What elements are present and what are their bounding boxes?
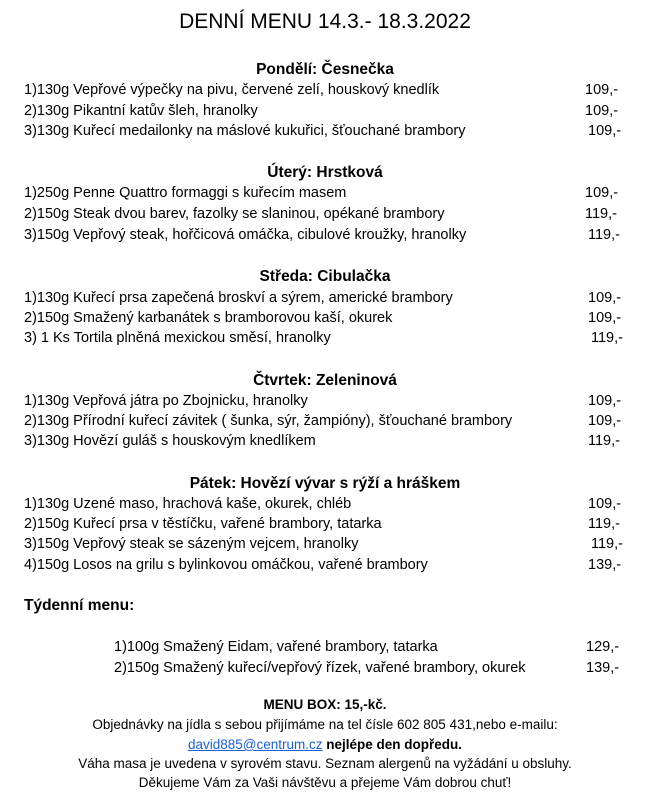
day-heading-thursday: Čtvrtek: Zeleninová bbox=[253, 372, 397, 389]
menu-item: 3)150g Vepřový steak se sázeným vejcem, hranolky bbox=[24, 536, 359, 552]
menu-item: 3) 1 Ks Tortila plněná mexickou směsí, hranolky bbox=[24, 330, 331, 346]
menu-item: 4)150g Losos na grilu s bylinkovou omáčkou, vařené brambory bbox=[24, 557, 428, 573]
menu-item: 2)150g Kuřecí prsa v těstíčku, vařené brambory, tatarka bbox=[24, 516, 382, 532]
menu-item: 1)130g Kuřecí prsa zapečená broskví a sýrem, americké brambory bbox=[24, 290, 453, 306]
weekly-menu-item: 2)150g Smažený kuřecí/vepřový řízek, vařené brambory, okurek bbox=[114, 660, 526, 676]
menu-item-price: 109,- bbox=[585, 103, 619, 119]
menu-item: 3)150g Vepřový steak, hořčicová omáčka, cibulové kroužky, hranolky bbox=[24, 227, 467, 243]
day-heading-friday: Pátek: Hovězí vývar s rýží a hráškem bbox=[189, 475, 461, 492]
email-link[interactable]: david885@centrum.cz bbox=[187, 737, 323, 752]
menu-item-price: 119,- bbox=[591, 536, 623, 552]
menu-item-price: 139,- bbox=[588, 557, 622, 573]
menu-item: 2)150g Smažený karbanátek s bramborovou kaší, okurek bbox=[24, 310, 393, 326]
thanks-note: Děkujeme Vám za Vaši návštěvu a přejeme Vám dobrou chuť! bbox=[138, 775, 512, 790]
menu-item: 1)130g Vepřová játra po Zbojnicku, hranolky bbox=[24, 393, 308, 409]
menu-item-price: 109,- bbox=[585, 82, 619, 98]
menu-item: 3)130g Hovězí guláš s houskovým knedlíkem bbox=[24, 433, 316, 449]
menu-item: 1)130g Uzené maso, hrachová kaše, okurek, chléb bbox=[24, 496, 352, 512]
menu-item: 1)250g Penne Quattro formaggi s kuřecím masem bbox=[24, 185, 347, 201]
weight-note: Váha masa je uvedena v syrovém stavu. Seznam alergenů na vyžádání u obsluhy. bbox=[78, 756, 572, 771]
menu-item-price: 109,- bbox=[588, 310, 622, 326]
menu-item-price: 109,- bbox=[588, 496, 622, 512]
menu-item-price: 119,- bbox=[588, 433, 620, 449]
menu-item-price: 119,- bbox=[591, 330, 623, 346]
page-title: DENNÍ MENU 14.3.- 18.3.2022 bbox=[179, 10, 471, 33]
menu-item-price: 119,- bbox=[585, 206, 617, 222]
email-suffix: nejlépe den dopředu. bbox=[322, 737, 463, 752]
weekly-menu-item: 1)100g Smažený Eidam, vařené brambory, tatarka bbox=[114, 639, 438, 655]
menu-box-note: MENU BOX: 15,-kč. bbox=[263, 697, 387, 712]
menu-item: 3)130g Kuřecí medailonky na máslové kukuřici, šťouchané brambory bbox=[24, 123, 466, 139]
menu-item: 2)130g Pikantní katův šleh, hranolky bbox=[24, 103, 258, 119]
weekly-menu-item-price: 139,- bbox=[586, 660, 620, 676]
menu-item-price: 119,- bbox=[588, 227, 620, 243]
menu-item-price: 119,- bbox=[588, 516, 620, 532]
day-heading-tuesday: Úterý: Hrstková bbox=[267, 164, 383, 181]
menu-item-price: 109,- bbox=[585, 185, 619, 201]
weekly-menu-item-price: 129,- bbox=[586, 639, 620, 655]
weekly-menu-heading: Týdenní menu: bbox=[24, 597, 135, 614]
menu-item: 1)130g Vepřové výpečky na pivu, červené zelí, houskový knedlík bbox=[24, 82, 440, 98]
menu-item-price: 109,- bbox=[588, 393, 622, 409]
orders-note: Objednávky na jídla s sebou přijímáme na tel čísle 602 805 431,nebo e-mailu: bbox=[92, 717, 558, 732]
menu-item-price: 109,- bbox=[588, 413, 622, 429]
menu-item-price: 109,- bbox=[588, 290, 622, 306]
menu-item: 2)150g Steak dvou barev, fazolky se slaninou, opékané brambory bbox=[24, 206, 445, 222]
menu-item-price: 109,- bbox=[588, 123, 622, 139]
menu-item: 2)130g Přírodní kuřecí závitek ( šunka, sýr, žampióny), šťouchané brambory bbox=[24, 413, 513, 429]
email-line bbox=[0, 737, 650, 752]
day-heading-monday: Pondělí: Česnečka bbox=[256, 61, 394, 78]
day-heading-wednesday: Středa: Cibulačka bbox=[259, 268, 391, 285]
